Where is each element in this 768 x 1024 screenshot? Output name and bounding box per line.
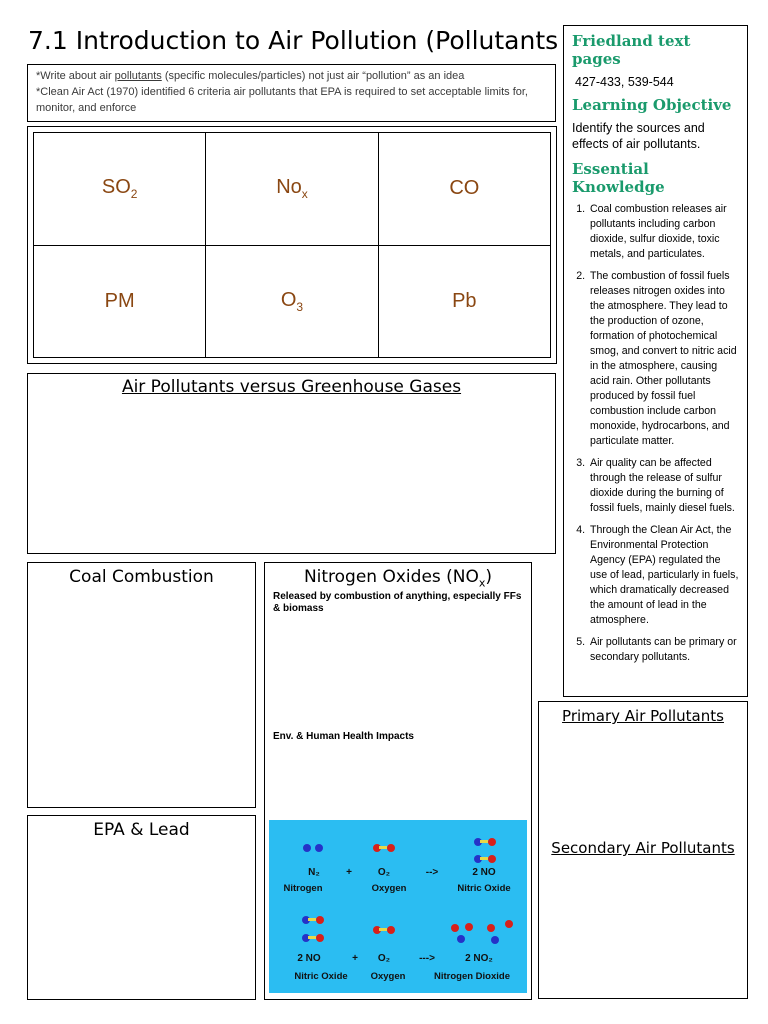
oxygen-name: Oxygen xyxy=(370,971,406,982)
bond xyxy=(379,928,387,931)
essential-knowledge-heading: Essential Knowledge xyxy=(572,160,665,196)
oxygen-atom xyxy=(487,924,495,932)
nitrogen-atom xyxy=(457,935,465,943)
ghg-section xyxy=(27,373,556,554)
cell-so2: $SO_2$ xyxy=(34,133,206,246)
oxygen-atom xyxy=(505,920,513,928)
primary-secondary-section xyxy=(538,701,748,999)
learning-objective-heading: Learning Objective xyxy=(572,96,732,114)
nox-released-text: Released by combustion of anything, especially FFs & biomass xyxy=(273,591,522,615)
secondary-title: Secondary Air Pollutants xyxy=(551,839,735,857)
oxygen-atom xyxy=(451,924,459,932)
ek-item: 4. Through the Clean Air Act, the Environmental Protection Agency (EPA) regulated the use of lead, particularly in fuels, which dramatically decreased the amount of lead in the atmosphere. xyxy=(588,523,739,628)
nox-impacts-heading: Env. & Human Health Impacts xyxy=(273,731,414,742)
cell-o3: $O_3$ xyxy=(206,245,378,358)
instruction-text: (specific molecules/particles) not just air “pollution” as an idea xyxy=(161,70,465,82)
text-pages: 427-433, 539-544 xyxy=(575,75,674,89)
coal-title: Coal Combustion xyxy=(69,567,214,587)
epa-title: EPA & Lead xyxy=(93,820,190,840)
criteria-pollutants-grid xyxy=(27,126,557,364)
oxygen-atom xyxy=(465,923,473,931)
nitric-oxide-name: Nitric Oxide xyxy=(294,971,348,982)
nitrogen-name: Nitrogen xyxy=(283,883,323,894)
bond xyxy=(480,857,488,860)
o2-label: O₂ xyxy=(377,867,391,878)
oxygen-atom xyxy=(387,926,395,934)
oxygen-atom xyxy=(316,934,324,942)
nitric-oxide-name: Nitric Oxide xyxy=(457,883,511,894)
coal-combustion-section xyxy=(27,562,256,808)
no-label: 2 NO xyxy=(297,953,321,964)
pollutants-underlined: pollutants xyxy=(114,70,162,82)
arrow: --> xyxy=(425,867,439,878)
cell-nox: $No_x$ xyxy=(206,133,378,246)
oxygen-name: Oxygen xyxy=(371,883,407,894)
oxygen-atom xyxy=(488,838,496,846)
ghg-title: Air Pollutants versus Greenhouse Gases xyxy=(121,377,462,397)
nitrogen-atom xyxy=(315,844,323,852)
bond xyxy=(308,918,316,921)
nox-title: Nitrogen Oxides $(NO_x)$ xyxy=(303,567,493,590)
product-label: 2 NO₂ xyxy=(465,953,493,964)
learning-objective-text: Identify the sources and effects of air pollutants. xyxy=(572,121,705,151)
essential-knowledge-list xyxy=(572,202,739,665)
ek-item: 3. Air quality can be affected through the release of sulfur dioxide during the burning of fossil fuels, mainly diesel fuels. xyxy=(588,456,739,516)
bond xyxy=(480,840,488,843)
pollutant-table xyxy=(33,132,551,358)
sidebar-panel xyxy=(563,25,748,697)
epa-lead-section xyxy=(27,815,256,1000)
cell-co: CO xyxy=(378,133,550,246)
instruction-text: *Write about air xyxy=(36,70,115,82)
nitrogen-oxide-reaction-diagram xyxy=(269,820,527,993)
cell-pm: PM xyxy=(34,245,206,358)
plus-sign: + xyxy=(352,953,358,964)
text-pages-heading: Friedland text pages xyxy=(572,32,691,68)
nitrogen-atom xyxy=(491,936,499,944)
o2-label: O₂ xyxy=(377,953,391,964)
n2-label: N₂ xyxy=(308,867,320,878)
nitrogen-dioxide-name: Nitrogen Dioxide xyxy=(433,971,510,982)
oxygen-atom xyxy=(316,916,324,924)
product-label: 2 NO xyxy=(472,867,496,878)
oxygen-atom xyxy=(387,844,395,852)
ek-item: 5. Air pollutants can be primary or secondary pollutants. xyxy=(588,635,739,665)
plus-sign: + xyxy=(346,867,352,878)
instruction-line-1 xyxy=(36,68,547,84)
instructions-box xyxy=(27,64,556,122)
nitrogen-atom xyxy=(303,844,311,852)
arrow: ---> xyxy=(419,953,435,964)
cell-pb: Pb xyxy=(378,245,550,358)
ek-item: 1. Coal combustion releases air pollutants including carbon dioxide, sulfur dioxide, toxic metals, and particulates. xyxy=(588,202,739,262)
ek-item: 2. The combustion of fossil fuels releases nitrogen oxides into the atmosphere. They lead to the production of ozone, formation of photochemical smog, and convert to nitric acid in the atmosphere, causing acid rain. Other pollutants produced by fossil fuel combustion include carbon monoxide, hydrocarbons, and particulate matter. xyxy=(588,269,739,449)
oxygen-atom xyxy=(488,855,496,863)
instruction-line-2: *Clean Air Act (1970) identified 6 criteria air pollutants that EPA is required to set acceptable limits for, monitor, and enforce xyxy=(36,86,528,114)
page-title: 7.1 Introduction to Air Pollution (Pollutants xyxy=(28,26,559,55)
bond xyxy=(379,846,387,849)
bond xyxy=(308,936,316,939)
primary-title: Primary Air Pollutants xyxy=(562,707,724,725)
